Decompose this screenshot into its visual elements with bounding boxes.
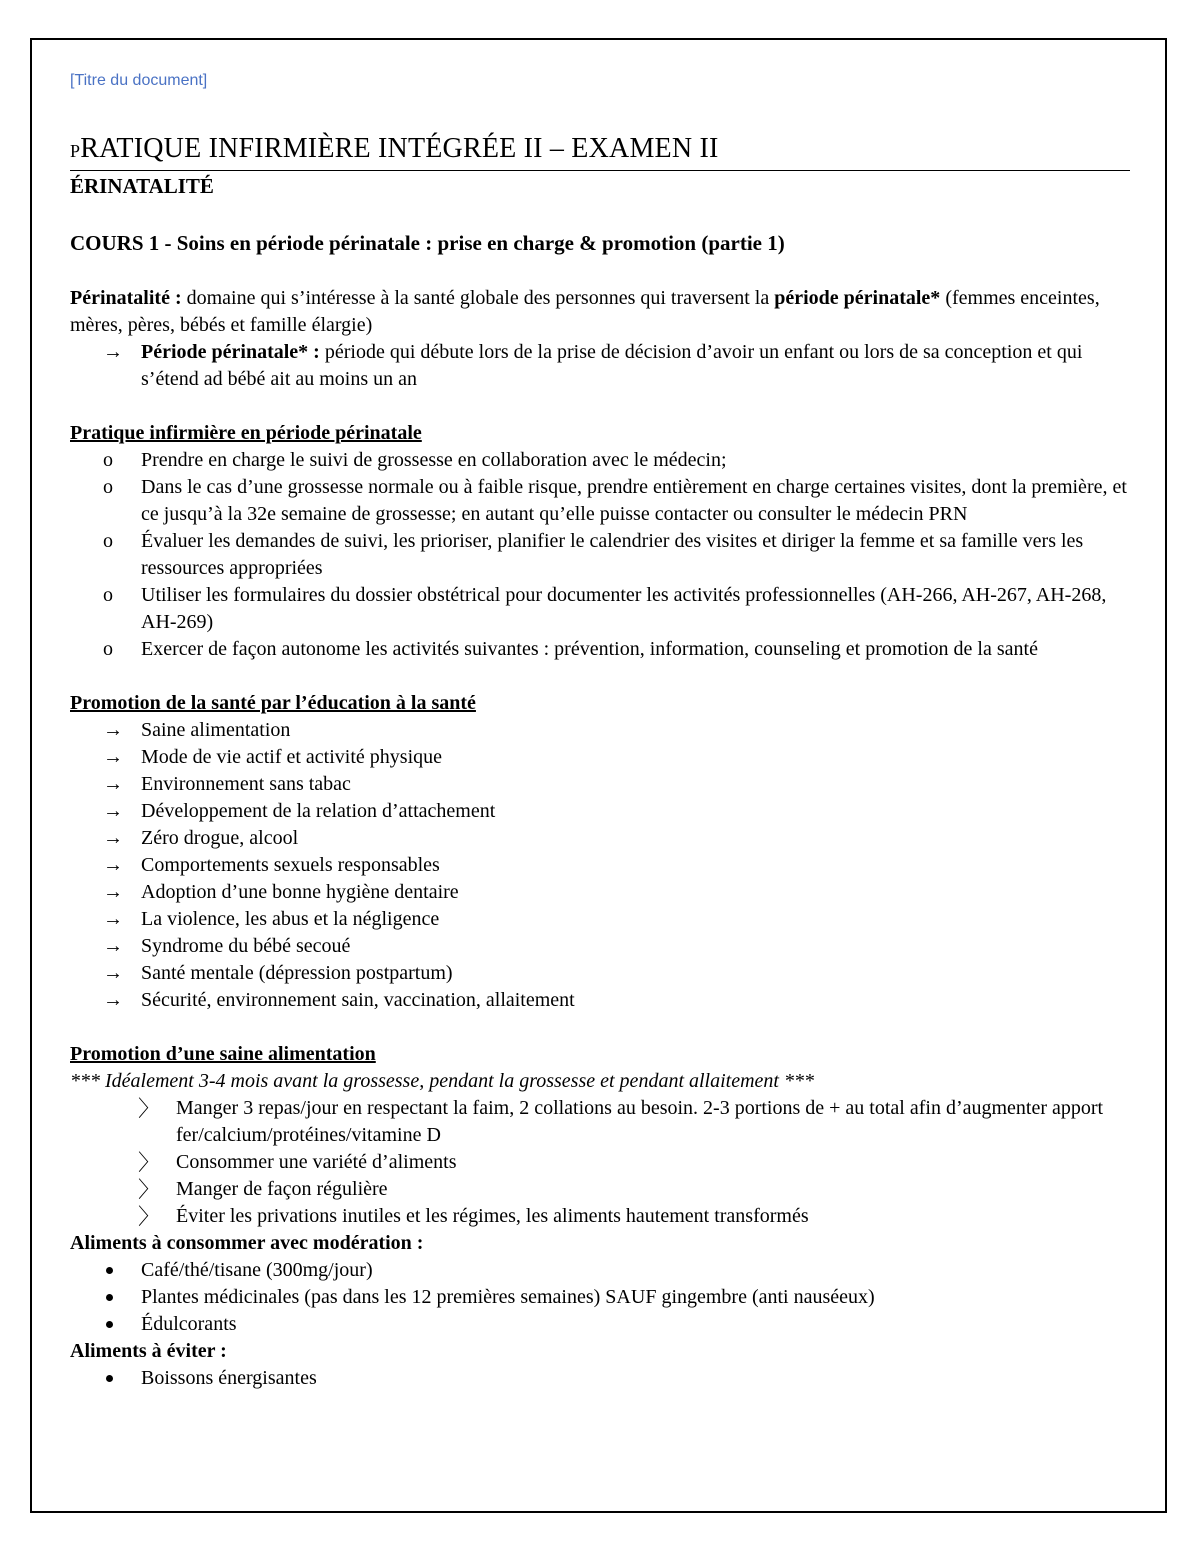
- list-item-text: Santé mentale (dépression postpartum): [141, 962, 453, 984]
- list-item-text: Dans le cas d’une grossesse normale ou à faible risque, prendre entièrement en charge certaines visites, dont la première, et ce jusqu’à la 32e semaine de grossesse; en autant qu’elle puisse contacter ou consulter le médecin PRN: [141, 476, 1127, 525]
- course-heading: COURS 1 - Soins en période périnatale : prise en charge & promotion (partie 1): [70, 231, 785, 255]
- bullet-icon: [106, 1294, 113, 1301]
- list-item: [70, 474, 1130, 528]
- list-item: [70, 771, 1130, 798]
- list-item-text: Boissons énergisantes: [141, 1367, 317, 1389]
- list-item-text: Plantes médicinales (pas dans les 12 premières semaines) SAUF gingembre (anti nauséeux): [141, 1286, 875, 1308]
- list-item: [70, 636, 1130, 663]
- list-item: [70, 879, 1130, 906]
- list-item-text: Environnement sans tabac: [141, 773, 351, 795]
- circle-bullet-icon: o: [103, 530, 113, 552]
- arrow-icon: →: [103, 935, 123, 957]
- list-item-text: Éviter les privations inutiles et les régimes, les aliments hautement transformés: [176, 1205, 809, 1227]
- definition-text-a: domaine qui s’intéresse à la santé globale des personnes qui traversent la: [181, 287, 775, 309]
- list-item: [70, 528, 1130, 582]
- avoid-heading: Aliments à éviter :: [70, 1340, 227, 1362]
- definition-term2: période périnatale*: [774, 287, 941, 309]
- list-item-text: Manger de façon régulière: [176, 1178, 388, 1200]
- list-item-text: Évaluer les demandes de suivi, les prioriser, planifier le calendrier des visites et diriger la femme et sa famille vers les ressources appropriées: [141, 530, 1084, 579]
- circle-bullet-icon: o: [103, 476, 113, 498]
- list-item: [70, 798, 1130, 825]
- arrow-icon: →: [103, 800, 123, 822]
- list-item: [70, 339, 1130, 393]
- sub-definition-term: Période périnatale* :: [141, 341, 320, 363]
- list-item-text: Mode de vie actif et activité physique: [141, 746, 443, 768]
- bullet-icon: [106, 1375, 113, 1382]
- list-item-text: Prendre en charge le suivi de grossesse en collaboration avec le médecin;: [141, 449, 727, 471]
- list-item-text: La violence, les abus et la négligence: [141, 908, 440, 930]
- arrow-icon: →: [103, 989, 123, 1011]
- arrow-icon: →: [103, 719, 123, 741]
- list-item: [70, 1284, 1130, 1311]
- pratique-list: [70, 447, 1130, 663]
- pratique-heading: Pratique infirmière en période périnatale: [70, 422, 422, 444]
- chevron-right-icon: 〉: [138, 1177, 161, 1202]
- chevron-right-icon: 〉: [138, 1150, 161, 1175]
- list-item: [70, 447, 1130, 474]
- circle-bullet-icon: o: [103, 638, 113, 660]
- list-item-text: Manger 3 repas/jour en respectant la faim, 2 collations au besoin. 2-3 portions de + au total afin d’augmenter apport fer/calcium/protéines/vitamine D: [176, 1097, 1104, 1146]
- moderation-heading: Aliments à consommer avec modération :: [70, 1232, 424, 1254]
- section-subtitle: ÉRINATALITÉ: [70, 174, 214, 198]
- promotion-list: [70, 717, 1130, 1014]
- list-item: [70, 1365, 1130, 1392]
- definition-text-b: (femmes enceintes, mères, pères, bébés et famille élargie): [70, 287, 1100, 336]
- definition-sublist: [70, 339, 1130, 393]
- title-initial: P: [70, 141, 81, 161]
- alimentation-list: [70, 1095, 1130, 1230]
- list-item: [70, 744, 1130, 771]
- chevron-right-icon: 〉: [138, 1204, 161, 1229]
- list-item-text: Adoption d’une bonne hygiène dentaire: [141, 881, 459, 903]
- arrow-icon: →: [103, 773, 123, 795]
- document-title-placeholder[interactable]: [Titre du document]: [70, 72, 208, 89]
- circle-bullet-icon: o: [103, 449, 113, 471]
- list-item: [70, 906, 1130, 933]
- list-item: [70, 1257, 1130, 1284]
- arrow-icon: →: [103, 341, 123, 363]
- arrow-icon: →: [103, 962, 123, 984]
- list-item-text: Saine alimentation: [141, 719, 291, 741]
- alimentation-heading: Promotion d’une saine alimentation: [70, 1043, 376, 1065]
- alimentation-note: *** Idéalement 3-4 mois avant la grossesse, pendant la grossesse et pendant allaitement ***: [70, 1070, 814, 1092]
- definition-paragraph: [70, 285, 1130, 339]
- bullet-icon: [106, 1321, 113, 1328]
- list-item-text: Zéro drogue, alcool: [141, 827, 299, 849]
- list-item: [70, 1203, 1130, 1230]
- list-item-text: Café/thé/tisane (300mg/jour): [141, 1259, 373, 1281]
- definition-term: Périnatalité :: [70, 287, 182, 309]
- list-item: [70, 1095, 1130, 1149]
- arrow-icon: →: [103, 746, 123, 768]
- list-item-text: Exercer de façon autonome les activités suivantes : prévention, information, counseling et promotion de la santé: [141, 638, 1038, 660]
- list-item: [70, 1176, 1130, 1203]
- list-item: [70, 987, 1130, 1014]
- list-item-text: Utiliser les formulaires du dossier obstétrical pour documenter les activités professionnelles (AH-266, AH-267, AH-268, AH-269): [141, 584, 1107, 633]
- list-item-text: Édulcorants: [141, 1313, 237, 1335]
- sub-definition-text: période qui débute lors de la prise de décision d’avoir un enfant ou lors de sa conception et qui s’étend ad bébé ait au moins un an: [141, 341, 1083, 390]
- chevron-right-icon: 〉: [138, 1096, 161, 1121]
- title-rest: RATIQUE INFIRMIÈRE INTÉGRÉE II – EXAMEN II: [80, 133, 719, 164]
- list-item: [70, 960, 1130, 987]
- list-item: [70, 933, 1130, 960]
- bullet-icon: [106, 1267, 113, 1274]
- arrow-icon: →: [103, 854, 123, 876]
- circle-bullet-icon: o: [103, 584, 113, 606]
- arrow-icon: →: [103, 827, 123, 849]
- moderation-list: [70, 1257, 1130, 1338]
- list-item-text: Consommer une variété d’aliments: [176, 1151, 457, 1173]
- arrow-icon: →: [103, 908, 123, 930]
- list-item-text: Sécurité, environnement sain, vaccination, allaitement: [141, 989, 575, 1011]
- list-item: [70, 852, 1130, 879]
- list-item-text: Développement de la relation d’attachement: [141, 800, 496, 822]
- list-item: [70, 1149, 1130, 1176]
- page-title: [70, 132, 1130, 171]
- list-item-text: Syndrome du bébé secoué: [141, 935, 351, 957]
- list-item: [70, 717, 1130, 744]
- promotion-heading: Promotion de la santé par l’éducation à la santé: [70, 692, 476, 714]
- avoid-list: [70, 1365, 1130, 1392]
- arrow-icon: →: [103, 881, 123, 903]
- document-body: [70, 70, 1130, 1392]
- list-item: [70, 582, 1130, 636]
- list-item: [70, 825, 1130, 852]
- list-item: [70, 1311, 1130, 1338]
- list-item-text: Comportements sexuels responsables: [141, 854, 440, 876]
